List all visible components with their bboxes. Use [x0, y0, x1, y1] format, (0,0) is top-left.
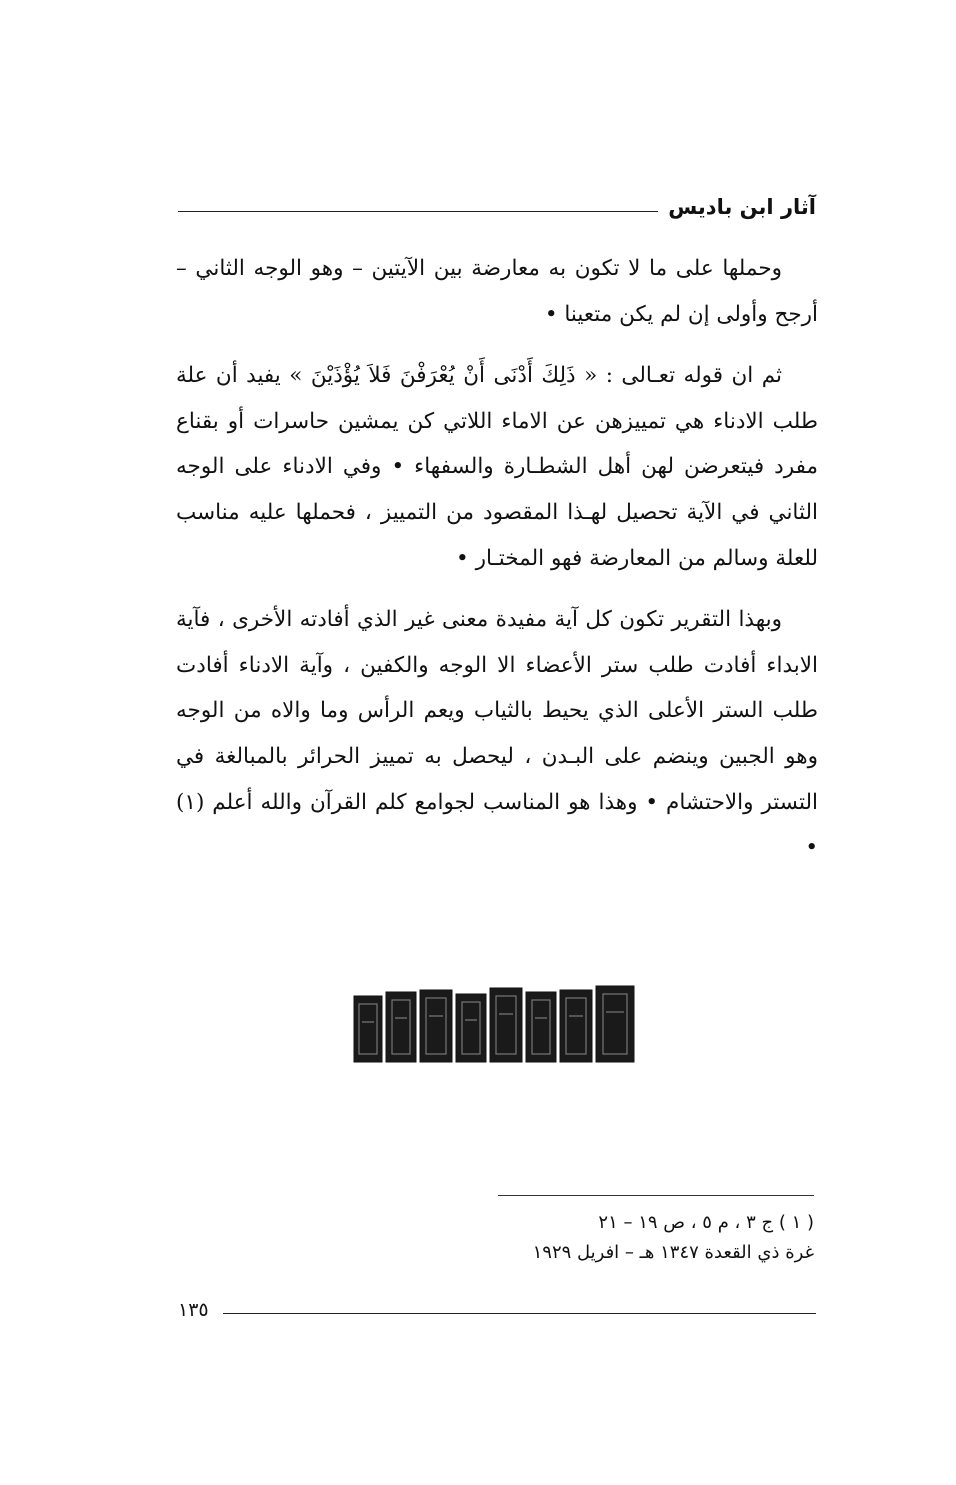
main-text	[176, 246, 818, 871]
footnote-reference: ( ١ ) ج ٣ ، م ٥ ، ص ١٩ – ٢١	[598, 1212, 814, 1233]
bookshelf-ornament-icon	[352, 982, 638, 1064]
footer-rule	[223, 1313, 816, 1314]
page-number: ١٣٥	[178, 1299, 209, 1321]
running-header	[178, 192, 816, 222]
page-footer	[178, 1296, 816, 1324]
running-title: آثار ابن باديس	[668, 195, 816, 219]
footnotes	[356, 1195, 814, 1268]
footnote-rule	[498, 1195, 814, 1196]
paragraph-3: وبهذا التقرير تكون كل آية مفيدة معنى غير الذي أفادته الأخرى ، فآية الابداء أفادت طلب ستر الأعضاء الا الوجه والكفين ، وآية الادناء أفادت طلب الستر الأعلى الذي يحيط بالثياب ويعم الرأس وما والاه من الوجه وهو الجبين وينضم على البـدن ، ليحصل به تمييز الحرائر بالمبالغة في التستر والاحتشام • وهذا هو المناسب لجوامع كلم القرآن والله أعلم (١) •	[176, 607, 818, 861]
paragraph-1: وحملها على ما لا تكون به معارضة بين الآيتين – وهو الوجه الثاني – أرجح وأولى إن لم يكن متعينا •	[176, 256, 818, 327]
footnote-date: غرة ذي القعدة ١٣٤٧ هـ – افريل ١٩٢٩	[532, 1242, 814, 1263]
header-rule	[178, 211, 658, 212]
paragraph-2: ثم ان قوله تعـالى : « ذَلِكَ أَدْنَى أَنْ يُعْرَفْنَ فَلاَ يُؤْذَيْنَ » يفيد أن علة طلب الادناء هي تمييزهن عن الاماء اللاتي كن يمشين حاسرات أو بقناع مفرد فيتعرضن لهن أهل الشطـارة والسفهاء • وفي الادناء على الوجه الثاني في الآية تحصيل لهـذا المقصود من التمييز ، فحملها عليه مناسب للعلة وسالم من المعارضة فهو المختـار •	[176, 363, 818, 571]
